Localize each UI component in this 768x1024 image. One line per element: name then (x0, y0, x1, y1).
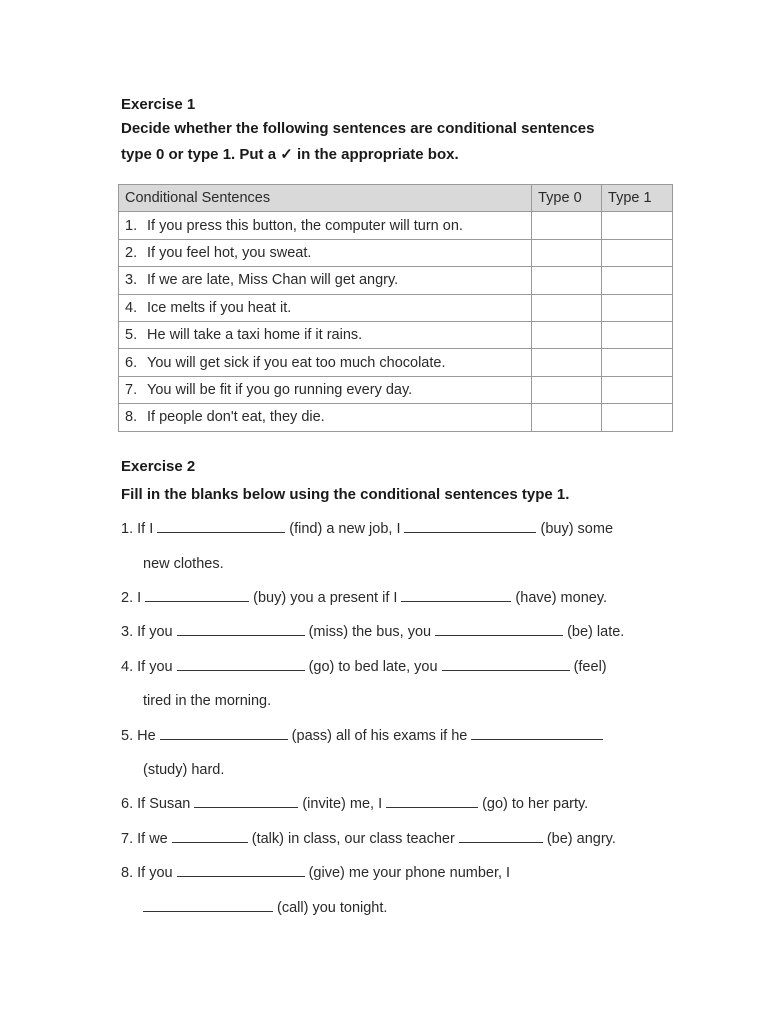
type-1-checkbox-cell[interactable] (602, 321, 673, 348)
sentence-cell (119, 267, 532, 294)
row-number: 6. (125, 354, 138, 371)
blank-field[interactable] (471, 738, 603, 740)
fill-item-8 (121, 865, 510, 881)
item-text: He (137, 728, 156, 744)
blank-field[interactable] (177, 669, 305, 671)
item-text: If I (137, 521, 154, 537)
item-number: 1. (121, 521, 134, 537)
blank-field[interactable] (143, 910, 273, 912)
blank-field[interactable] (145, 600, 249, 602)
row-number: 1. (125, 217, 138, 234)
sentence-text: If we are late, Miss Chan will get angry. (147, 272, 399, 289)
item-text: (go) to bed late, you (308, 659, 438, 675)
row-number: 8. (125, 409, 138, 426)
exercise-2-instruction: Fill in the blanks below using the conditional sentences type 1. (121, 486, 570, 503)
blank-field[interactable] (459, 841, 543, 843)
item-text: (buy) you a present if I (253, 590, 398, 606)
type-0-checkbox-cell[interactable] (532, 349, 602, 376)
item-text: (buy) some (540, 521, 614, 537)
item-text: (talk) in class, our class teacher (251, 831, 455, 847)
item-text: (invite) me, I (302, 796, 383, 812)
blank-field[interactable] (194, 806, 298, 808)
item-text: (be) late. (567, 624, 625, 640)
type-1-checkbox-cell[interactable] (602, 212, 673, 239)
item-number: 3. (121, 624, 134, 640)
table-row (119, 212, 673, 239)
sentence-cell (119, 349, 532, 376)
type-1-checkbox-cell[interactable] (602, 349, 673, 376)
fill-item-1-continuation: new clothes. (143, 556, 224, 572)
exercise-1-instruction (121, 116, 594, 168)
blank-field[interactable] (160, 738, 288, 740)
sentence-text: You will get sick if you eat too much chocolate. (147, 354, 446, 371)
row-number: 2. (125, 244, 138, 261)
item-text: If you (137, 865, 173, 881)
item-number: 6. (121, 796, 134, 812)
conditional-sentences-table (118, 184, 673, 432)
sentence-cell (119, 404, 532, 431)
blank-field[interactable] (177, 875, 305, 877)
row-number: 5. (125, 327, 138, 344)
fill-item-6 (121, 796, 588, 812)
exercise-1-title: Exercise 1 (121, 96, 196, 113)
item-number: 7. (121, 831, 134, 847)
sentence-text: If people don't eat, they die. (147, 409, 325, 426)
item-number: 2. (121, 590, 134, 606)
type-0-checkbox-cell[interactable] (532, 267, 602, 294)
fill-item-5 (121, 728, 607, 744)
item-text: (miss) the bus, you (308, 624, 432, 640)
item-text: (be) angry. (546, 831, 616, 847)
blank-field[interactable] (157, 531, 285, 533)
sentence-text: If you press this button, the computer will turn on. (147, 217, 463, 234)
blank-field[interactable] (386, 806, 478, 808)
item-text: (find) a new job, I (289, 521, 401, 537)
blank-field[interactable] (177, 634, 305, 636)
sentence-cell (119, 212, 532, 239)
sentence-cell (119, 239, 532, 266)
fill-item-2 (121, 590, 607, 606)
table-row (119, 321, 673, 348)
sentence-text: You will be fit if you go running every day. (147, 381, 413, 398)
fill-item-3 (121, 624, 624, 640)
type-0-checkbox-cell[interactable] (532, 404, 602, 431)
item-text: (feel) (573, 659, 607, 675)
table-row (119, 404, 673, 431)
item-text: If you (137, 624, 173, 640)
blank-field[interactable] (404, 531, 536, 533)
type-1-checkbox-cell[interactable] (602, 376, 673, 403)
item-text: I (137, 590, 142, 606)
column-header-type-0: Type 0 (532, 185, 602, 212)
exercise-1-instruction-line1: Decide whether the following sentences are conditional sentences (121, 120, 595, 137)
row-number: 7. (125, 381, 138, 398)
table-header-row (119, 185, 673, 212)
type-1-checkbox-cell[interactable] (602, 404, 673, 431)
exercise-1-instruction-line2: type 0 or type 1. Put a ✓ in the appropriate box. (121, 146, 459, 163)
fill-item-4 (121, 659, 607, 675)
type-0-checkbox-cell[interactable] (532, 321, 602, 348)
fill-item-7 (121, 831, 616, 847)
fill-item-1 (121, 521, 613, 537)
item-text: (pass) all of his exams if he (291, 728, 468, 744)
sentence-cell (119, 294, 532, 321)
fill-item-8-continuation (143, 900, 387, 916)
table-row (119, 376, 673, 403)
table-row (119, 294, 673, 321)
item-text: If you (137, 659, 173, 675)
blank-field[interactable] (442, 669, 570, 671)
item-number: 4. (121, 659, 134, 675)
item-text: If we (137, 831, 168, 847)
item-number: 5. (121, 728, 134, 744)
row-number: 4. (125, 299, 138, 316)
table-row (119, 267, 673, 294)
type-0-checkbox-cell[interactable] (532, 239, 602, 266)
item-text: (have) money. (515, 590, 608, 606)
blank-field[interactable] (435, 634, 563, 636)
blank-field[interactable] (172, 841, 248, 843)
fill-item-4-continuation: tired in the morning. (143, 693, 272, 709)
column-header-type-1: Type 1 (602, 185, 673, 212)
table-row (119, 239, 673, 266)
row-number: 3. (125, 272, 138, 289)
sentence-text: He will take a taxi home if it rains. (147, 327, 363, 344)
type-1-checkbox-cell[interactable] (602, 294, 673, 321)
column-header-sentences: Conditional Sentences (119, 185, 532, 212)
type-0-checkbox-cell[interactable] (532, 294, 602, 321)
item-text: (go) to her party. (482, 796, 589, 812)
sentence-text: Ice melts if you heat it. (147, 299, 292, 316)
sentence-text: If you feel hot, you sweat. (147, 244, 312, 261)
exercise-2-title: Exercise 2 (121, 458, 196, 475)
item-text: (call) you tonight. (277, 900, 388, 916)
type-0-checkbox-cell[interactable] (532, 376, 602, 403)
item-text: If Susan (137, 796, 191, 812)
item-text: (give) me your phone number, I (308, 865, 511, 881)
fill-item-5-continuation: (study) hard. (143, 762, 225, 778)
type-1-checkbox-cell[interactable] (602, 267, 673, 294)
item-number: 8. (121, 865, 134, 881)
type-1-checkbox-cell[interactable] (602, 239, 673, 266)
table-row (119, 349, 673, 376)
type-0-checkbox-cell[interactable] (532, 212, 602, 239)
sentence-cell (119, 376, 532, 403)
blank-field[interactable] (401, 600, 511, 602)
sentence-cell (119, 321, 532, 348)
